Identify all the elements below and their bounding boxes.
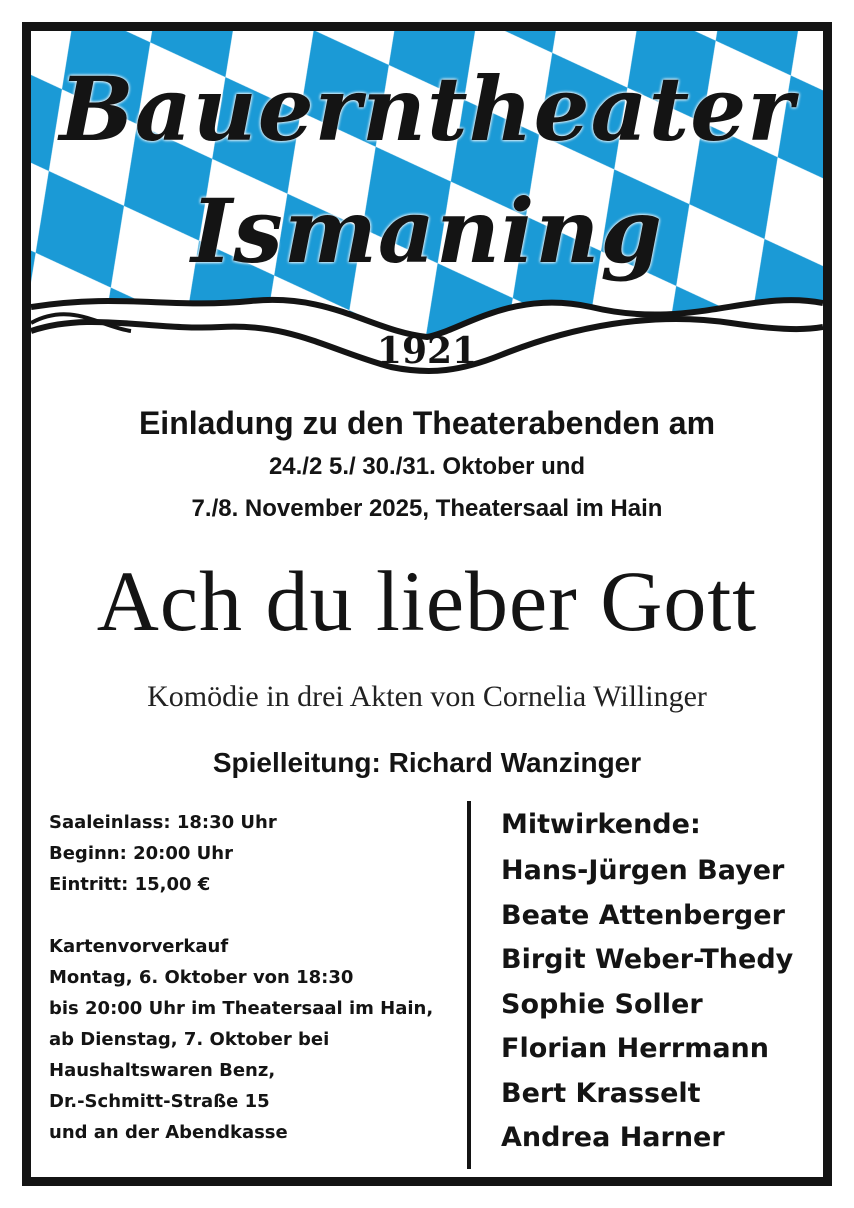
presale-line: bis 20:00 Uhr im Theatersaal im Hain, [49, 998, 434, 1019]
cast-heading: Mitwirkende: [501, 809, 701, 840]
ticket-price: Eintritt: 15,00 € [49, 874, 211, 895]
invitation-heading: Einladung zu den Theaterabenden am [138, 405, 716, 441]
play-subtitle: Komödie in drei Akten von Cornelia Willinger [147, 680, 707, 713]
presale-line: ab Dienstag, 7. Oktober bei [49, 1029, 330, 1050]
cast-member: Sophie Soller [501, 988, 703, 1020]
dates-line-2: 7./8. November 2025, Theatersaal im Hain [191, 495, 663, 522]
play-title: Ach du lieber Gott [96, 553, 758, 649]
cast-list [501, 805, 821, 1161]
cast-member: Bert Krasselt [501, 1077, 701, 1109]
spacer [49, 900, 459, 931]
banner-title-line1: Bauerntheater [59, 57, 795, 161]
start-time: Beginn: 20:00 Uhr [49, 843, 233, 864]
presale-line: Montag, 6. Oktober von 18:30 [49, 967, 354, 988]
presale-line: Dr.-Schmitt-Straße 15 [49, 1091, 270, 1112]
presale-line: Haushaltswaren Benz, [49, 1060, 276, 1081]
cast-member: Andrea Harner [501, 1122, 725, 1153]
cast-member: Birgit Weber-Thedy [501, 944, 794, 975]
cast-member: Hans-Jürgen Bayer [501, 855, 785, 886]
presale-heading: Kartenvorverkauf [49, 936, 229, 957]
dates-line-1: 24./2 5./ 30./31. Oktober und [268, 453, 586, 480]
banner-title-line2: Ismaning [191, 179, 663, 283]
admission-time: Saaleinlass: 18:30 Uhr [49, 812, 277, 833]
cast-member: Florian Herrmann [501, 1033, 769, 1064]
cast-member: Beate Attenberger [501, 899, 785, 931]
founding-year: 1921 [376, 330, 478, 372]
event-info [49, 807, 459, 1148]
presale-line: und an der Abendkasse [49, 1122, 288, 1143]
column-divider [467, 801, 471, 1169]
poster-frame [22, 22, 832, 1186]
director-line: Spielleitung: Richard Wanzinger [212, 747, 642, 778]
bavarian-banner [31, 31, 823, 401]
